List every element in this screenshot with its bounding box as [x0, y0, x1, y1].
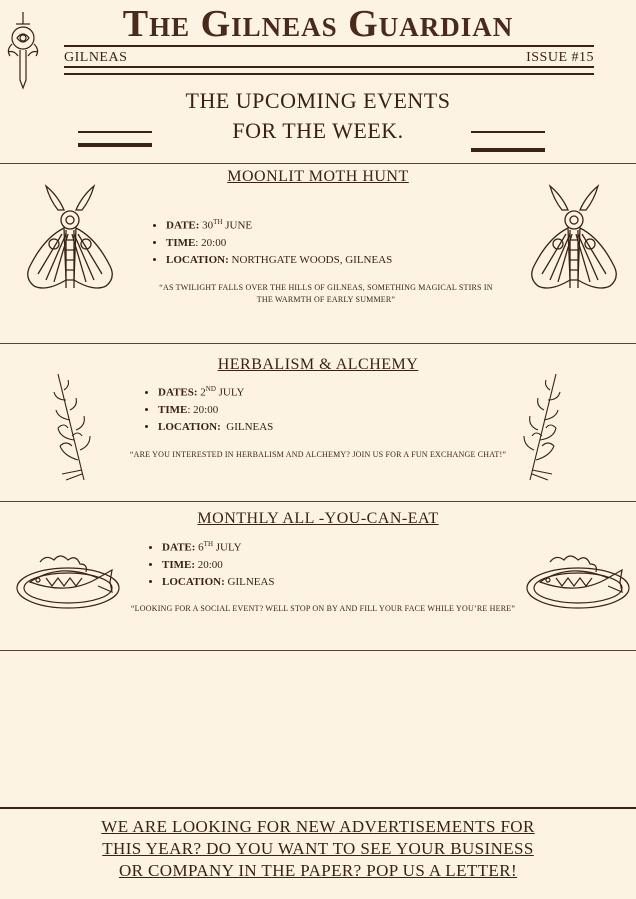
event-quote: “AS TWILIGHT FALLS OVER THE HILLS OF GILNEAS, SOMETHING MAGICAL STIRS IN THE WARMTH OF EARLY SUMMER”: [159, 283, 493, 304]
event-details-list: [142, 381, 273, 436]
masthead-title: The Gilneas Guardian: [122, 3, 514, 45]
moth-icon: [528, 184, 620, 292]
footer-rule: [0, 807, 636, 809]
section-divider: [0, 163, 636, 164]
title-right-rule-top: [471, 131, 545, 133]
event-quote: “LOOKING FOR A SOCIAL EVENT? WELL STOP ON BY AND FILL YOUR FACE WHILE YOU’RE HERE”: [130, 604, 516, 613]
section-title-line1: THE UPCOMING EVENTS: [185, 88, 451, 113]
event-details-list: [146, 536, 275, 591]
section-title-line2: FOR THE WEEK.: [232, 118, 404, 143]
header-location: GILNEAS: [64, 50, 128, 65]
event-time: • TIME: 20:00: [162, 557, 275, 574]
moth-icon: [24, 184, 116, 292]
event-date: • DATE: 30TH JUNE: [166, 214, 392, 235]
event-location: • LOCATION: NORTHGATE WOODS, GILNEAS: [166, 252, 392, 269]
event-location: • LOCATION: GILNEAS: [158, 419, 273, 436]
masthead-rule-thick: [64, 73, 594, 75]
event-title-moth-hunt: MOONLIT MOTH HUNT: [227, 168, 409, 185]
event-location: • LOCATION: GILNEAS: [162, 574, 275, 591]
event-details-list: [150, 214, 392, 269]
title-right-rule-bottom: [471, 148, 545, 152]
title-left-rule-top: [78, 131, 152, 133]
herb-sprig-icon: [522, 370, 570, 482]
section-divider: [0, 650, 636, 651]
event-date: • DATE: 6TH JULY: [162, 536, 275, 557]
event-quote: “ARE YOU INTERESTED IN HERBALISM AND ALCHEMY? JOIN US FOR A FUN EXCHANGE CHAT!”: [129, 450, 507, 459]
herb-sprig-icon: [44, 370, 92, 482]
event-title-all-you-can-eat: MONTHLY ALL -YOU-CAN-EAT: [197, 510, 439, 527]
event-date: • DATES: 2ND JULY: [158, 381, 273, 402]
section-divider: [0, 343, 636, 344]
masthead-underline: [64, 45, 594, 47]
event-time: • TIME: 20:00: [158, 402, 273, 419]
section-title: [0, 86, 636, 146]
event-time: • TIME: 20:00: [166, 235, 392, 252]
issue-number: ISSUE #15: [526, 50, 594, 65]
footer-line3: OR COMPANY IN THE PAPER? POP US A LETTER!: [118, 861, 518, 880]
event-title-herbalism: HERBALISM & ALCHEMY: [217, 356, 419, 373]
masthead-rule-thin: [64, 66, 594, 68]
footer-line2: THIS YEAR? DO YOU WANT TO SEE YOUR BUSINESS: [102, 839, 534, 858]
section-divider: [0, 501, 636, 502]
title-left-rule-bottom: [78, 143, 152, 147]
advertisement-call: [0, 816, 636, 882]
footer-line1: WE ARE LOOKING FOR NEW ADVERTISEMENTS FOR: [101, 817, 535, 836]
